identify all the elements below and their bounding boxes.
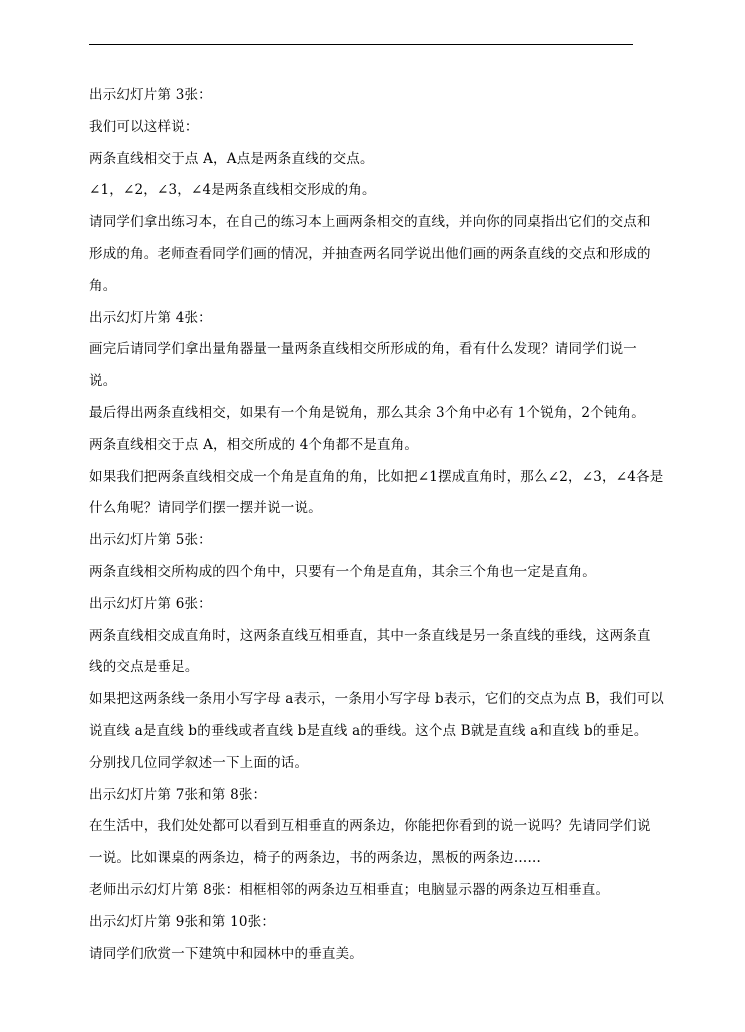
paragraph-slide-6-heading: 出示幻灯片第 6张： [89,595,212,612]
paragraph-slide-9-10-heading: 出示幻灯片第 9张和第 10张： [89,913,276,930]
paragraph-slide-4-heading: 出示幻灯片第 4张： [89,309,212,326]
paragraph-no-right-angles: 两条直线相交于点 A，相交所成的 4个角都不是直角。 [89,436,419,453]
paragraph-intro: 我们可以这样说： [89,118,199,135]
paragraph-slide-3-heading: 出示幻灯片第 3张： [89,87,212,103]
paragraph-practice-task: 请同学们拿出练习本，在自己的练习本上画两条相交的直线，并向你的同桌指出它们的交点和形成的角。老师查看同学们画的情况，并抽查两名同学说出他们画的两条直线的交点和形成的角。 [89,214,651,294]
paragraph-measure-angles: 画完后请同学们拿出量角器量一量两条直线相交所形成的角，看有什么发现？请同学们说一说。 [89,341,637,390]
paragraph-appreciate-architecture: 请同学们欣赏一下建筑中和园林中的垂直美。 [89,945,363,962]
header-rule [89,44,633,45]
paragraph-slide-7-8-heading: 出示幻灯片第 7张和第 8张： [89,786,267,803]
paragraph-everyday-examples: 在生活中，我们处处都可以看到互相垂直的两条边，你能把你看到的说一说吗？先请同学们说一说。比如课桌的两条边，椅子的两条边，书的两条边，黑板的两条边…… [89,818,651,867]
paragraph-conclusion-acute: 最后得出两条直线相交，如果有一个角是锐角，那么其余 3个角中必有 1个锐角，2个钝角。 [89,404,645,421]
paragraph-right-angle-question: 如果我们把两条直线相交成一个角是直角的角，比如把∠1摆成直角时，那么∠2，∠3，∠4各是什么角呢？请同学们摆一摆并说一说。 [89,468,664,517]
paragraph-perpendicular-notation: 如果把这两条线一条用小写字母 a表示，一条用小写字母 b表示，它们的交点为点 B，我们可以说直线 a是直线 b的垂线或者直线 b是直线 a的垂线。这个点 B就是直线 a和直线 b的垂足。 [89,691,664,739]
paragraph-slide-8-examples: 老师出示幻灯片第 8张：相框相邻的两条边互相垂直；电脑显示器的两条边互相垂直。 [89,881,610,898]
paragraph-all-right-angles: 两条直线相交所构成的四个角中，只要有一个角是直角，其余三个角也一定是直角。 [89,563,596,580]
paragraph-perpendicular-definition: 两条直线相交成直角时，这两条直线互相垂直，其中一条直线是另一条直线的垂线，这两条直线的交点是垂足。 [89,627,651,676]
paragraph-intersection-point: 两条直线相交于点 A，A点是两条直线的交点。 [89,150,374,167]
paragraph-slide-5-heading: 出示幻灯片第 5张： [89,532,212,549]
document-body [89,80,664,970]
paragraph-angles-formed: ∠1，∠2，∠3，∠4是两条直线相交形成的角。 [89,182,376,199]
paragraph-students-restate: 分别找几位同学叙述一下上面的话。 [89,754,309,771]
